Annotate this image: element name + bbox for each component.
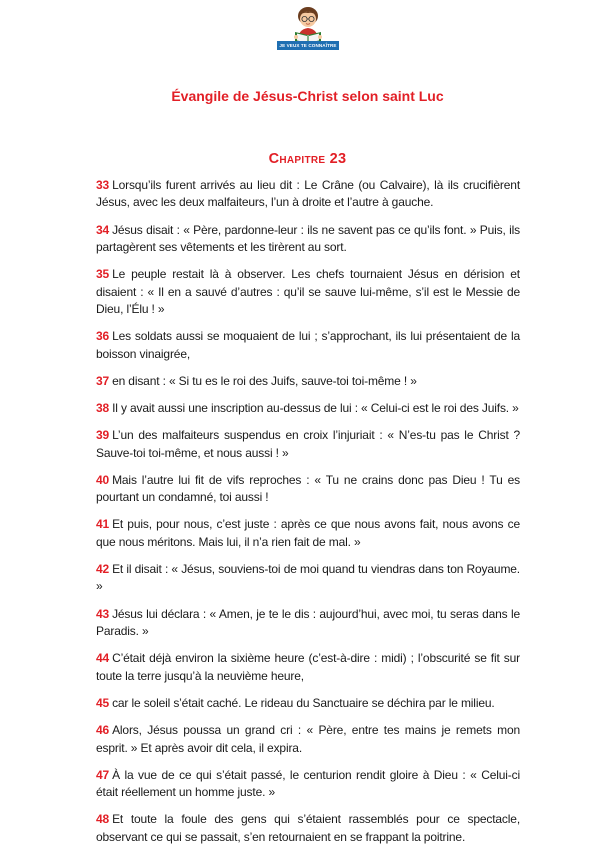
verse	[96, 561, 520, 596]
logo-banner: JE VEUX TE CONNAÎTRE	[277, 41, 339, 50]
verse-text: Mais l’autre lui fit de vifs reproches : « Tu ne crains donc pas Dieu ! Tu es pourtant un condamné, toi aussi !	[96, 472, 520, 505]
verse	[96, 177, 520, 212]
verse-number: 34	[96, 222, 110, 237]
verse-text: Et toute la foule des gens qui s’étaient rassemblés pour ce spectacle, observant ce qui se passait, s’en retournaient en se frappant la poitrine.	[96, 812, 520, 844]
verse-number: 38	[96, 401, 110, 416]
verse-number: 47	[96, 767, 110, 782]
document-title: Évangile de Jésus-Christ selon saint Luc	[171, 88, 444, 104]
verse-text: C’était déjà environ la sixième heure (c’est-à-dire : midi) ; l’obscurité se fit sur toute la terre jusqu’à la neuvième heure,	[96, 651, 520, 683]
verse	[96, 811, 520, 846]
verse-text: Il y avait aussi une inscription au-dessus de lui : « Celui-ci est le roi des Juifs. »	[112, 401, 519, 416]
verse-list	[96, 177, 520, 856]
verse	[96, 472, 520, 507]
verse	[96, 400, 520, 417]
verse-number: 39	[96, 428, 110, 443]
verse-text: Lorsqu’ils furent arrivés au lieu dit : Le Crâne (ou Calvaire), là ils crucifièrent Jésus, avec les deux malfaiteurs, l’un à droite et l’autre à gauche.	[96, 178, 520, 210]
verse-number: 48	[96, 812, 110, 827]
verse	[96, 222, 520, 257]
verse-number: 35	[96, 267, 110, 282]
verse-text: À la vue de ce qui s’était passé, le centurion rendit gloire à Dieu : « Celui-ci était réellement un homme juste. »	[96, 767, 520, 800]
verse-number: 37	[96, 373, 110, 388]
verse-number: 36	[96, 329, 110, 344]
verse-number: 40	[96, 472, 110, 487]
verse-text: en disant : « Si tu es le roi des Juifs, sauve-toi toi-même ! »	[112, 373, 417, 388]
verse-text: Alors, Jésus poussa un grand cri : « Père, entre tes mains je remets mon esprit. » Et après avoir dit cela, il expira.	[96, 723, 520, 755]
verse-text: Jésus disait : « Père, pardonne-leur : ils ne savent pas ce qu’ils font. » Puis, ils partagèrent ses vêtements et les tirèrent au sort.	[96, 222, 520, 255]
verse-text: Le peuple restait là à observer. Les chefs tournaient Jésus en dérision et disaient : « Il en a sauvé d’autres : qu’il se sauve lui-même, s’il est le Messie de Dieu, l’Élu ! »	[96, 267, 520, 317]
verse	[96, 516, 520, 551]
verse-text: Les soldats aussi se moquaient de lui ; s’approchant, ils lui présentaient de la boisson vinaigrée,	[96, 329, 520, 361]
verse	[96, 695, 520, 712]
verse-number: 45	[96, 695, 110, 710]
verse	[96, 650, 520, 685]
verse	[96, 328, 520, 363]
verse	[96, 767, 520, 802]
verse	[96, 427, 520, 462]
verse-text: L’un des malfaiteurs suspendus en croix l’injuriait : « N’es-tu pas le Christ ? Sauve-toi toi-même, et nous aussi ! »	[96, 428, 520, 460]
verse-number: 46	[96, 723, 110, 738]
reading-child-icon	[277, 4, 339, 44]
verse	[96, 373, 520, 390]
verse-number: 44	[96, 651, 110, 666]
verse-text: car le soleil s’était caché. Le rideau du Sanctuaire se déchira par le milieu.	[112, 695, 495, 710]
verse	[96, 266, 520, 318]
verse-number: 33	[96, 178, 110, 192]
verse-number: 41	[96, 517, 110, 532]
verse-number: 42	[96, 562, 110, 577]
verse-text: Jésus lui déclara : « Amen, je te le dis : aujourd’hui, avec moi, tu seras dans le Paradis. »	[96, 606, 520, 639]
verse	[96, 722, 520, 757]
logo	[277, 4, 339, 54]
chapter-heading: Chapitre 23	[268, 151, 347, 167]
verse	[96, 606, 520, 641]
verse-text: Et il disait : « Jésus, souviens-toi de moi quand tu viendras dans ton Royaume. »	[96, 562, 520, 594]
verse-text: Et puis, pour nous, c’est juste : après ce que nous avons fait, nous avons ce que nous méritons. Mais lui, il n’a rien fait de mal. »	[96, 517, 520, 549]
verse-number: 43	[96, 606, 110, 621]
